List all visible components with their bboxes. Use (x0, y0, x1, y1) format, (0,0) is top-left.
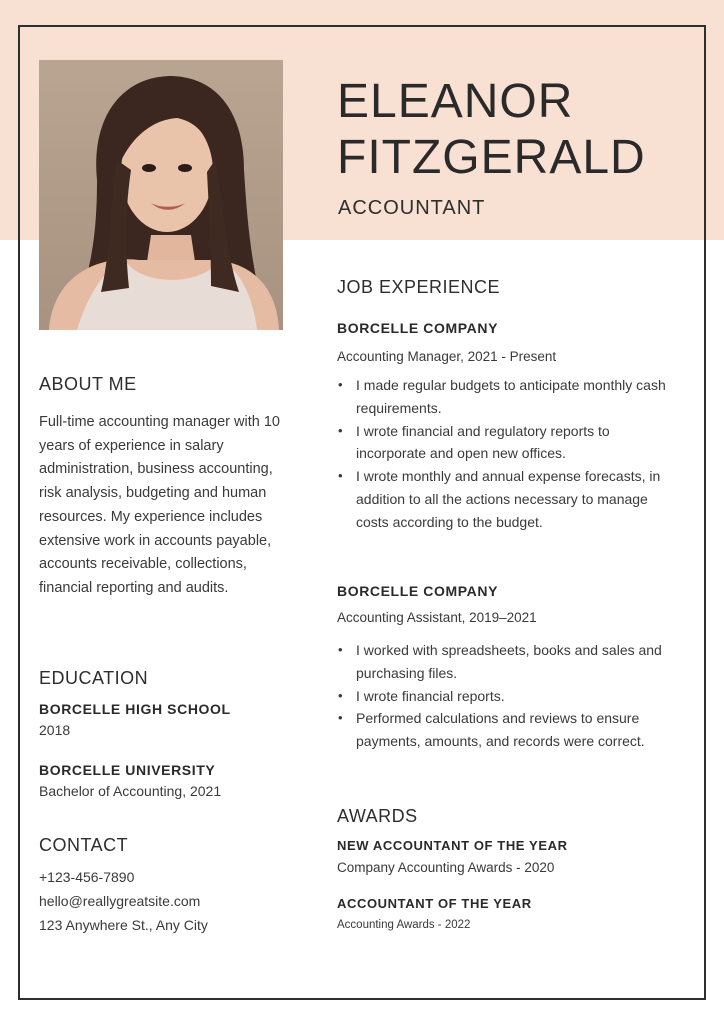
profile-photo (39, 60, 283, 330)
education-detail: 2018 (39, 722, 71, 738)
education-detail: Bachelor of Accounting, 2021 (39, 783, 222, 799)
job-company: BORCELLE COMPANY (337, 583, 499, 599)
contact-email: hello@reallygreatsite.com (39, 893, 201, 909)
award-title: ACCOUNTANT OF THE YEAR (337, 896, 532, 911)
job-bullets (337, 639, 667, 753)
job-company: BORCELLE COMPANY (337, 320, 499, 336)
full-name (337, 74, 646, 186)
job-bullet: • I wrote financial reports. (337, 685, 667, 708)
job-position: Accounting Manager, 2021 - Present (337, 349, 557, 364)
first-name: ELEANOR (337, 75, 574, 128)
job-bullet: • I wrote monthly and annual expense forecasts, in addition to all the actions necessary to manage costs according to the budget. (337, 465, 667, 533)
contact-phone: +123-456-7890 (39, 869, 135, 885)
experience-heading: JOB EXPERIENCE (337, 277, 501, 297)
about-text: Full-time accounting manager with 10 years of experience in salary administration, business accounting, risk analysis, budgeting and human resources. My experience includes extensive work in accounts payable, accounts receivable, collections, financial reporting and audits. (39, 414, 280, 596)
education-school: BORCELLE UNIVERSITY (39, 762, 216, 778)
education-school: BORCELLE HIGH SCHOOL (39, 701, 231, 717)
award-detail: Company Accounting Awards - 2020 (337, 860, 555, 875)
job-bullet: • I wrote financial and regulatory reports to incorporate and open new offices. (337, 420, 667, 466)
contact-heading: CONTACT (39, 835, 129, 855)
award-detail: Accounting Awards - 2022 (337, 919, 471, 931)
job-position: Accounting Assistant, 2019–2021 (337, 610, 537, 625)
job-bullet: • Performed calculations and reviews to ensure payments, amounts, and records were correct. (337, 707, 667, 753)
job-bullet: • I worked with spreadsheets, books and sales and purchasing files. (337, 639, 667, 685)
award-title: NEW ACCOUNTANT OF THE YEAR (337, 838, 568, 853)
education-heading: EDUCATION (39, 668, 149, 688)
job-bullet: • I made regular budgets to anticipate monthly cash requirements. (337, 374, 667, 420)
awards-heading: AWARDS (337, 806, 418, 826)
contact-address: 123 Anywhere St., Any City (39, 917, 208, 933)
about-heading: ABOUT ME (39, 374, 137, 394)
last-name: FITZGERALD (337, 131, 646, 184)
job-title: ACCOUNTANT (338, 197, 486, 219)
job-bullets (337, 374, 667, 534)
